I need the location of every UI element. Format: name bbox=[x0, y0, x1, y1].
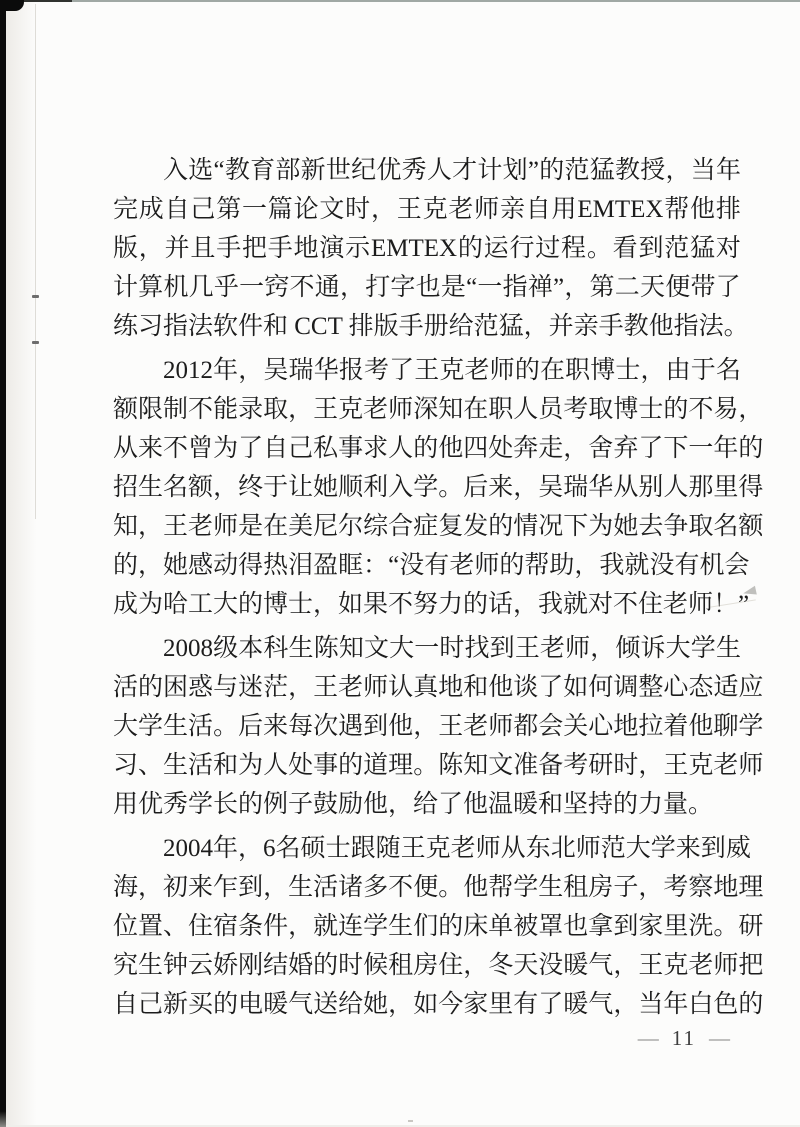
text-line: 完 成 自 己 第 一 篇 论 文 时 ， 王 克 老 师 亲 自 用 EMTEX 帮 他 排 bbox=[113, 196, 741, 223]
crease-tick-mark bbox=[32, 295, 39, 298]
text-line: 计 算 机 几 乎 一 窍 不 通 ， 打 字 也 是 “ 一 指 禅 ” ， 第 二 天 便 带 了 bbox=[113, 274, 741, 301]
paragraph bbox=[113, 151, 749, 346]
scan-top-edge bbox=[0, 0, 800, 2]
text-line: 用优秀学长的例子鼓励他，给了他温暖和坚持的力量。 bbox=[113, 791, 714, 818]
text-line: 的 ， 她 感 动 得 热 泪 盈 眶 ： “ 没 有 老 师 的 帮 助 ， 我 就 没 有 机 会 bbox=[113, 552, 750, 579]
paragraph bbox=[113, 351, 764, 624]
paper-crease-line bbox=[35, 4, 36, 519]
text-line: 练习指法软件和 CCT 排版手册给范猛，并亲手教他指法。 bbox=[113, 313, 749, 340]
page-number-dash: — bbox=[709, 1026, 730, 1050]
text-line: 版 ， 并 且 手 把 手 地 演 示 EMTEX 的 运 行 过 程 。 看 到 范 猛 对 bbox=[113, 235, 741, 262]
text-line: 习 、 生 活 和 为 人 处 事 的 道 理 。 陈 知 文 准 备 考 研 时 ， 王 克 老 师 bbox=[113, 752, 764, 779]
text-line: 海 ， 初 来 乍 到 ， 生 活 诸 多 不 便 。 他 帮 学 生 租 房 子 ， 考 察 地 理 bbox=[113, 874, 764, 901]
paragraph bbox=[113, 829, 764, 1024]
text-line: 知 ， 王 老 师 是 在 美 尼 尔 综 合 症 复 发 的 情 况 下 为 她 去 争 取 名 额 bbox=[113, 513, 764, 540]
text-line: 招 生 名 额 ， 终 于 让 她 顺 利 入 学 。 后 来 ， 吴 瑞 华 从 别 人 那 里 得 bbox=[113, 474, 764, 501]
scan-speck bbox=[408, 1120, 413, 1122]
text-line: 成为哈工大的博士，如果不努力的话，我就对不住老师！” bbox=[113, 591, 750, 618]
page-footer bbox=[638, 1027, 730, 1049]
page-number: 11 bbox=[671, 1026, 696, 1050]
text-line: 活 的 困 惑 与 迷 茫 ， 王 老 师 认 真 地 和 他 谈 了 如 何 调 整 心 态 适 应 bbox=[113, 674, 764, 701]
scan-left-black-edge bbox=[0, 0, 6, 1127]
crease-tick-mark bbox=[32, 341, 39, 344]
text-line: 2008 级 本 科 生 陈 知 文 大 一 时 找 到 王 老 师 ， 倾 诉 大 学 生 bbox=[163, 635, 741, 662]
text-block bbox=[113, 151, 764, 1024]
page-number-dash: — bbox=[637, 1026, 659, 1050]
paper-left-margin-shade bbox=[6, 0, 42, 1127]
text-line: 位 置 、 住 宿 条 件 ， 就 连 学 生 们 的 床 单 被 罩 也 拿 到 家 里 洗 。 研 bbox=[113, 913, 764, 940]
text-line: 额 限 制 不 能 录 取 ， 王 克 老 师 深 知 在 职 人 员 考 取 博 士 的 不 易 ， bbox=[113, 396, 764, 423]
text-line: 入 选 “ 教 育 部 新 世 纪 优 秀 人 才 计 划 ” 的 范 猛 教 授 ， 当 年 bbox=[163, 157, 741, 184]
paragraph bbox=[113, 629, 764, 824]
text-line: 从 来 不 曾 为 了 自 己 私 事 求 人 的 他 四 处 奔 走 ， 舍 弃 了 下 一 年 的 bbox=[113, 435, 764, 462]
text-line: 2012 年 ， 吴 瑞 华 报 考 了 王 克 老 师 的 在 职 博 士 ， 由 于 名 bbox=[163, 357, 741, 384]
text-line: 自 己 新 买 的 电 暖 气 送 给 她 ， 如 今 家 里 有 了 暖 气 ， 当 年 白 色 的 bbox=[113, 991, 764, 1018]
text-line: 2004 年 ， 6 名 硕 士 跟 随 王 克 老 师 从 东 北 师 范 大 学 来 到 威 bbox=[163, 835, 751, 862]
text-line: 大 学 生 活 。 后 来 每 次 遇 到 他 ， 王 老 师 都 会 关 心 地 拉 着 他 聊 学 bbox=[113, 713, 764, 740]
text-line: 究 生 钟 云 娇 刚 结 婚 的 时 候 租 房 住 ， 冬 天 没 暖 气 ， 王 克 老 师 把 bbox=[113, 952, 764, 979]
